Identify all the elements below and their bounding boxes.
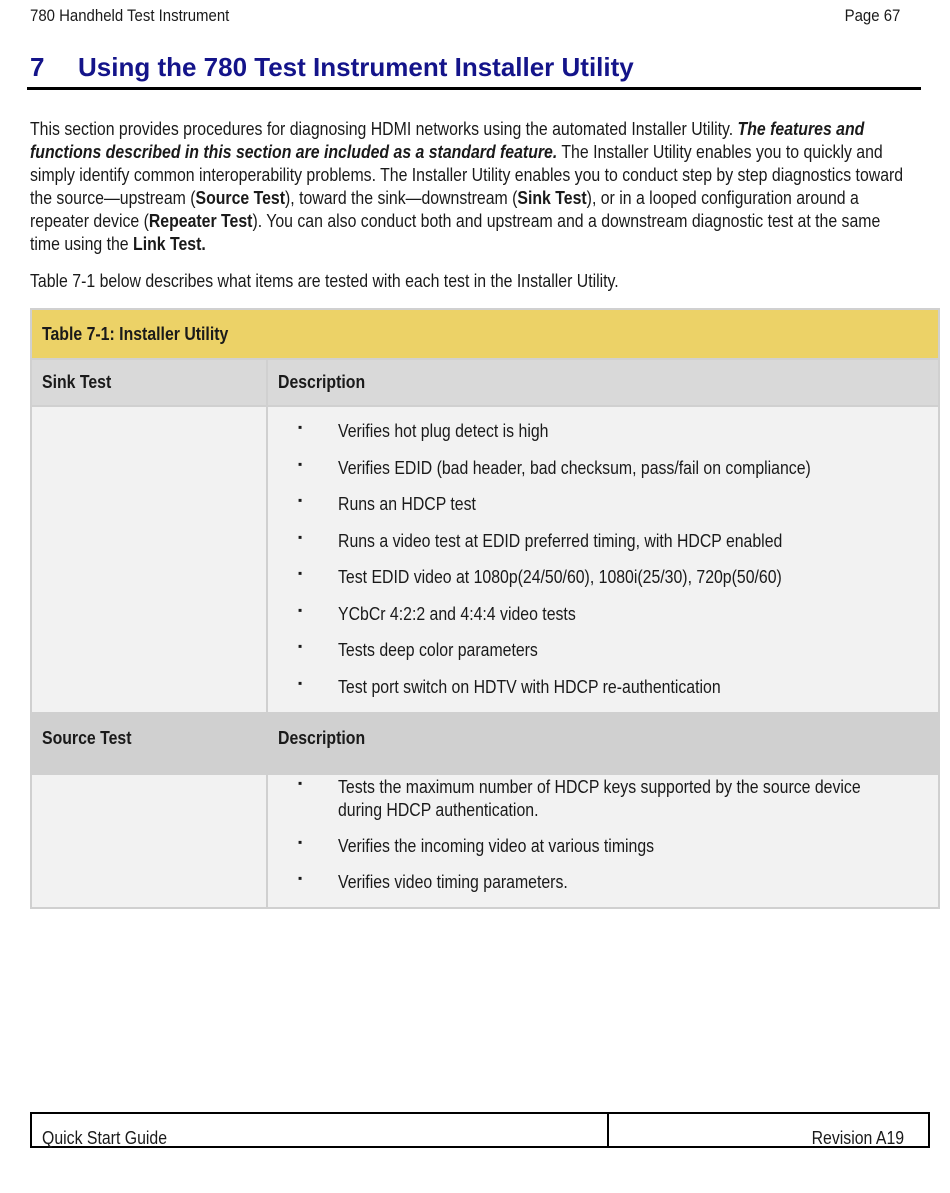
list-item-text: YCbCr 4:2:2 and 4:4:4 video tests [338,603,576,624]
bullet-icon: ▪ [298,871,303,885]
intro-paragraph [30,118,910,256]
section-heading [30,52,920,83]
footer-revision: Revision A19 [811,1128,904,1148]
section-title: Using the 780 Test Instrument Installer Utility [78,52,634,82]
list-item [268,566,938,589]
footer-left-cell [32,1114,609,1146]
intro-text-6: ). You can also conduct both and upstream and a downstream diagnostic test at the same time using the [30,211,881,254]
section-number: 7 [30,52,45,82]
table-intro: Table 7-1 below describes what items are tested with each test in the Installer Utility. [30,271,619,291]
list-item [268,639,938,662]
list-item-text: Verifies the incoming video at various timings [338,836,655,856]
bullet-icon: ▪ [298,602,303,617]
list-item-text: Test port switch on HDTV with HDCP re-authentication [338,676,721,697]
list-item [268,776,938,822]
intro-text-4: ), toward the sink—downstream ( [285,188,518,208]
list-item-text: Tests the maximum number of HDCP keys supported by the source device during HDCP authentication. [338,777,861,820]
source-test-header: Source Test [42,728,132,748]
page-footer [30,1112,930,1148]
list-item-text: Runs a video test at EDID preferred timing, with HDCP enabled [338,530,783,551]
bullet-icon: ▪ [298,493,303,507]
bullet-icon: ▪ [298,529,303,544]
list-item-text: Runs an HDCP test [338,494,476,514]
intro-repeater-test: Repeater Test [148,211,253,231]
list-item-text: Tests deep color parameters [338,640,538,660]
bullet-icon: ▪ [298,675,303,690]
sink-empty-cell [31,406,267,713]
running-header-title: 780 Handheld Test Instrument [30,6,230,25]
intro-link-test: Link Test. [133,234,206,254]
list-item [268,603,938,626]
footer-right-cell [609,1114,928,1146]
sink-description-header-cell [267,359,939,406]
list-item-text: Verifies video timing parameters. [338,872,568,892]
bullet-icon: ▪ [298,420,303,434]
footer-doc-title: Quick Start Guide [42,1128,168,1148]
source-test-list [268,775,938,894]
intro-text-5: ), or in a looped configuration around a repeater device ( [30,188,859,231]
list-item [268,871,938,894]
list-item [268,530,938,553]
bullet-icon: ▪ [298,835,303,849]
list-item-text: Verifies EDID (bad header, bad checksum, pass/fail on compliance) [338,457,811,478]
sink-test-list [268,407,938,699]
intro-sink-test: Sink Test [517,188,587,208]
list-item [268,457,938,480]
list-item-text: Test EDID video at 1080p(24/50/60), 1080i(25/30), 720p(50/60) [338,567,782,587]
table-caption-cell [31,309,939,359]
list-item-text: Verifies hot plug detect is high [338,421,549,441]
source-description-header-cell [267,713,939,774]
sink-test-header-cell [31,359,267,406]
source-empty-cell [31,774,267,908]
sink-description-cell [267,406,939,713]
list-item [268,493,938,516]
bullet-icon: ▪ [298,776,303,790]
source-description-cell [267,774,939,908]
source-test-header-cell [31,713,267,774]
intro-text-1: This section provides procedures for diagnosing HDMI networks using the automated Installer Utility. [30,119,738,139]
page-number: Page 67 [844,6,900,25]
intro-standard-feature-note: The features and functions described in this section are included as a standard feature. [30,119,865,162]
heading-rule [27,87,921,90]
bullet-icon: ▪ [298,566,303,580]
list-item [268,835,938,858]
source-description-header: Description [278,728,366,748]
table-caption: Table 7-1: Installer Utility [42,324,229,344]
bullet-icon: ▪ [298,456,303,471]
sink-test-header: Sink Test [42,372,112,392]
intro-source-test: Source Test [195,188,286,208]
list-item [268,420,938,443]
bullet-icon: ▪ [298,639,303,653]
intro-text-3: The Installer Utility enables you to quickly and simply identify common interoperability problems. The Installer Utility enables you to conduct step by step diagnostics toward the source—upstream ( [30,142,904,208]
list-item [268,676,938,699]
sink-description-header: Description [278,372,366,392]
installer-utility-table [30,308,940,909]
